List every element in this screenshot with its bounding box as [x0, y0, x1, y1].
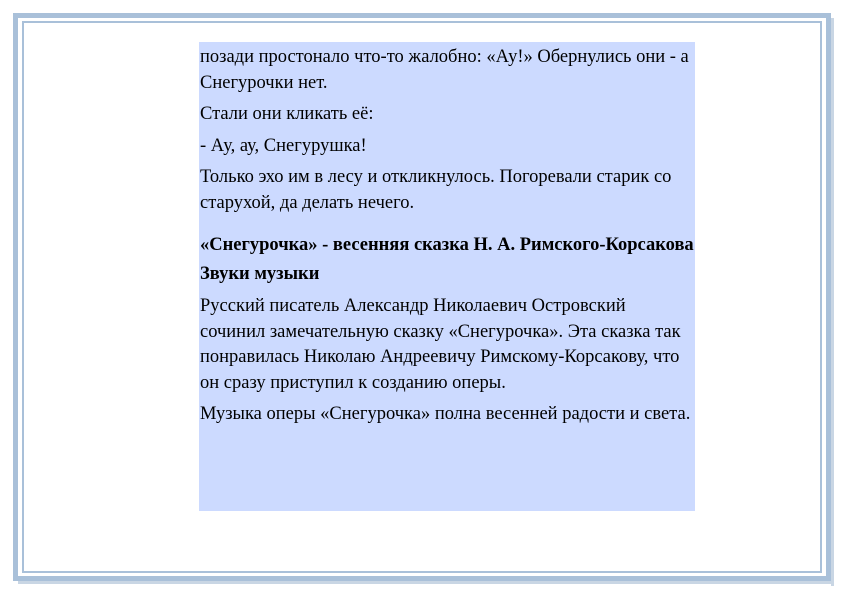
text-box[interactable] [199, 42, 695, 511]
section-heading: «Снегурочка» - весенняя сказка Н. А. Римского-Корсакова [200, 235, 694, 255]
paragraph-music: Музыка оперы «Снегурочка» полна весенней радости и света. [200, 404, 691, 424]
paragraph-calling: Стали они кликать её: [200, 104, 374, 124]
frame-shadow-bottom [18, 581, 834, 584]
paragraph-intro: позади простонало что-то жалобно: «Ау!» Обернулись они - а Снегурочки нет. [200, 47, 689, 93]
paragraph-writer: Русский писатель Александр Николаевич Островский сочинил замечательную сказку «Снегурочка». Эта сказка так понравилась Николаю Андреевичу Римскому-Корсакову, что он сразу приступил к созданию оперы. [200, 296, 681, 393]
paragraph-echo: Только эхо им в лесу и откликнулось. Погоревали старик со старухой, да делать нечего. [200, 167, 672, 213]
paragraph-shout: - Ау, ау, Снегурушка! [200, 135, 367, 156]
frame-shadow-right [831, 18, 834, 586]
section-subheading: Звуки музыки [200, 264, 320, 284]
